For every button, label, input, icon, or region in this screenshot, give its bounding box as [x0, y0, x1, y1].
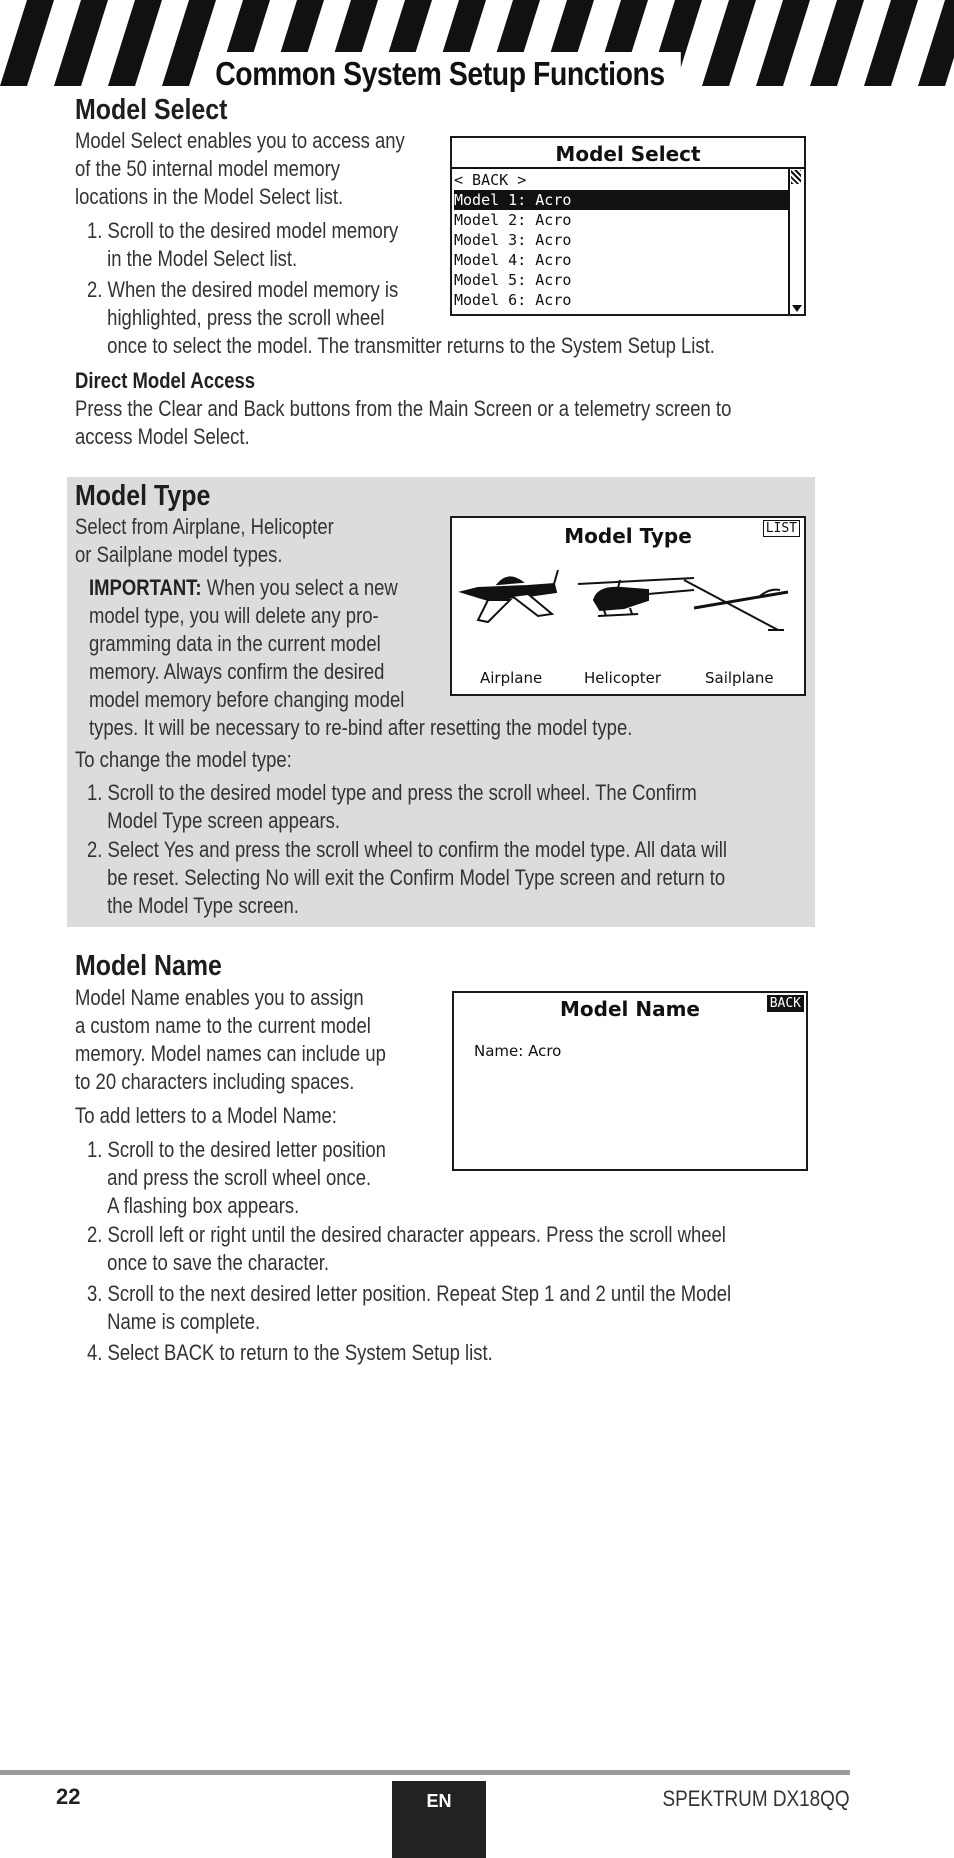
- screen-row-model-2[interactable]: Model 2: Acro: [454, 211, 572, 229]
- list-tag-button[interactable]: LIST: [763, 520, 800, 537]
- direct-model-access-text: Press the Clear and Back buttons from the Main Screen or a telemetry screen to access Model Select.: [75, 396, 732, 449]
- model-type-screen: [450, 516, 806, 696]
- helicopter-icon: [578, 578, 694, 616]
- option-helicopter[interactable]: Helicopter: [584, 669, 662, 687]
- model-select-step-1: 1. Scroll to the desired model memory in the Model Select list.: [87, 218, 399, 271]
- screen-row-model-5[interactable]: Model 5: Acro: [454, 271, 572, 289]
- model-name-screen: [452, 991, 808, 1171]
- model-type-heading: Model Type: [75, 480, 211, 512]
- model-select-step-2: 2. When the desired model memory is highlighted, press the scroll wheel once to select the model. The transmitter returns to the System Setup List.: [87, 277, 715, 358]
- screen-row-back[interactable]: < BACK >: [454, 171, 527, 189]
- model-select-screen-title: Model Select: [555, 142, 701, 166]
- model-name-intro: Model Name enables you to assign a custom name to the current model memory. Model names can include up to 20 characters including spaces.: [75, 985, 386, 1094]
- model-type-important: IMPORTANT: When you select a new model type, you will delete any pro- gramming data in the current model memory. Always confirm the desired model memory before changing model types. It will be necessary to re-bind after resetting the model type.: [89, 575, 633, 740]
- model-name-step-4: 4. Select BACK to return to the System Setup list.: [87, 1340, 493, 1365]
- model-name-step-1: 1. Scroll to the desired letter position and press the scroll wheel once. A flashing box appears.: [87, 1137, 386, 1218]
- model-name-heading: Model Name: [75, 950, 222, 982]
- sailplane-icon: [684, 580, 788, 630]
- back-tag-button[interactable]: BACK: [767, 995, 804, 1012]
- language-tab: EN: [392, 1781, 486, 1858]
- model-select-intro: Model Select enables you to access any of the 50 internal model memory locations in the Model Select list.: [75, 128, 405, 209]
- model-type-change-intro: To change the model type:: [75, 747, 292, 772]
- page-number: 22: [56, 1784, 81, 1809]
- model-name-field[interactable]: Name: Acro: [474, 1042, 562, 1060]
- option-sailplane[interactable]: Sailplane: [705, 669, 774, 687]
- screen-row-model-3[interactable]: Model 3: Acro: [454, 231, 572, 249]
- model-type-intro: Select from Airplane, Helicopter or Sailplane model types.: [75, 514, 334, 567]
- screen-row-model-4[interactable]: Model 4: Acro: [454, 251, 572, 269]
- model-name-step-3: 3. Scroll to the next desired letter position. Repeat Step 1 and 2 until the Model Name is complete.: [87, 1281, 732, 1334]
- scroll-down-arrow-icon: [792, 305, 802, 312]
- model-name-add-intro: To add letters to a Model Name:: [75, 1103, 337, 1128]
- model-name-screen-title: Model Name: [560, 997, 700, 1021]
- page-title: Common System Setup Functions: [199, 52, 681, 96]
- model-select-screen: [450, 136, 806, 316]
- screen-row-model-6[interactable]: Model 6: Acro: [454, 291, 572, 309]
- footer-rule: [0, 1770, 850, 1775]
- model-select-heading: Model Select: [75, 94, 228, 126]
- screen-row-model-1[interactable]: Model 1: Acro: [454, 190, 788, 210]
- model-type-step-1: 1. Scroll to the desired model type and press the scroll wheel. The Confirm Model Type screen appears.: [87, 780, 697, 833]
- screen-scrollbar[interactable]: [788, 168, 804, 314]
- model-name-step-2: 2. Scroll left or right until the desired character appears. Press the scroll wheel once to save the character.: [87, 1222, 726, 1275]
- model-type-screen-title: Model Type: [564, 524, 692, 548]
- model-type-illustrations: [458, 570, 798, 650]
- airplane-icon: [462, 570, 558, 622]
- model-type-step-2: 2. Select Yes and press the scroll wheel to confirm the model type. All data will be reset. Selecting No will exit the Confirm Model Type screen and return to the Model Type screen.: [87, 837, 727, 918]
- product-name: SPEKTRUM DX18QQ: [662, 1786, 850, 1811]
- option-airplane[interactable]: Airplane: [480, 669, 543, 687]
- direct-model-access-heading: Direct Model Access: [75, 368, 256, 393]
